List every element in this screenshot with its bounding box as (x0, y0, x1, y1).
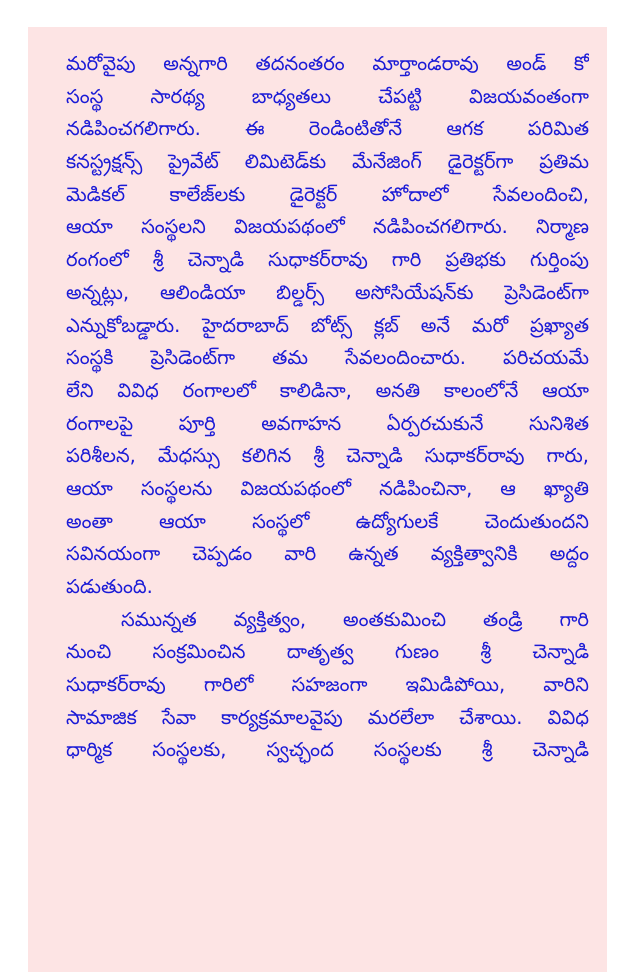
paragraph-1 (66, 48, 589, 604)
page-panel (28, 27, 607, 972)
text-line: లేని వివిధ రంగాలలో కాలిడినా, అనతి కాలంలోనే ఆయా (66, 378, 589, 402)
text-line: పరిశీలన, మేధస్సు కలిగిన శ్రీ చెన్నాడి సుధాకర్‌రావు గారు, (66, 444, 589, 468)
text-line: సవినయంగా చెప్పడం వారి ఉన్నత వ్యక్తిత్వానికి అద్దం (66, 542, 589, 566)
text-line: మరోవైపు అన్నగారి తదనంతరం మార్తాండరావు అండ్ కో (66, 52, 589, 75)
text-line: ఆయా సంస్థలని విజయపథంలో నడిపించగలిగారు. నిర్మాణ (66, 215, 589, 239)
text-line: అంతా ఆయా సంస్థలో ఉద్యోగులకే చెందుతుందని (66, 509, 589, 533)
text-line: నడిపించగలిగారు. ఈ రెండింటితోనే ఆగక పరిమిత (66, 117, 589, 141)
text-line: సమున్నత వ్యక్తిత్వం, అంతకుమించి తండ్రి గారి (121, 607, 589, 631)
text-line: సుధాకర్‌రావు గారిలో సహజంగా ఇమిడిపోయి, వారిని (66, 673, 589, 697)
text-line: అన్నట్లు, ఆలిండియా బిల్డర్స్ అసోసియేషన్‌కు ప్రెసిడెంట్‌గా (66, 280, 589, 304)
text-line: మెడికల్ కాలేజ్‌లకు డైరెక్టర్ హోదాలో సేవలందించి, (66, 182, 589, 206)
text-line: సంస్థ సారథ్య బాధ్యతలు చేపట్టి విజయవంతంగా (66, 84, 589, 108)
text-line: సంస్థకి ప్రెసిడెంట్‌గా తమ సేవలందించారు. పరిచయమే (66, 346, 589, 370)
text-line: ఎన్నుకోబడ్డారు. హైదరాబాద్ బోట్స్ క్లబ్ అనే మరో ప్రఖ్యాత (66, 313, 589, 337)
text-line: కనస్ట్రక్షన్స్ ప్రైవేట్ లిమిటెడ్‌కు మేనేజింగ్ డైరెక్టర్‌గా ప్రతిమ (66, 150, 589, 174)
text-line: ఆయా సంస్థలను విజయపథంలో నడిపించినా, ఆ ఖ్యాతి (66, 476, 589, 500)
text-line: సామాజిక సేవా కార్యక్రమాలవైపు మరలేలా చేశాయి. వివిధ (66, 705, 589, 729)
text-line: పడుతుంది. (66, 575, 153, 598)
text-line: ధార్మిక సంస్థలకు, స్వచ్ఛంద సంస్థలకు శ్రీ చెన్నాడి (66, 738, 589, 762)
text-line: నుంచి సంక్రమించిన దాతృత్వ గుణం శ్రీ చెన్నాడి (66, 640, 589, 664)
text-line: రంగాలపై పూర్తి అవగాహన ఏర్పరచుకునే సునిశిత (66, 411, 589, 435)
text-line: రంగంలో శ్రీ చెన్నాడి సుధాకర్‌రావు గారి ప్రతిభకు గుర్తింపు (66, 248, 589, 272)
paragraph-2 (66, 604, 589, 767)
